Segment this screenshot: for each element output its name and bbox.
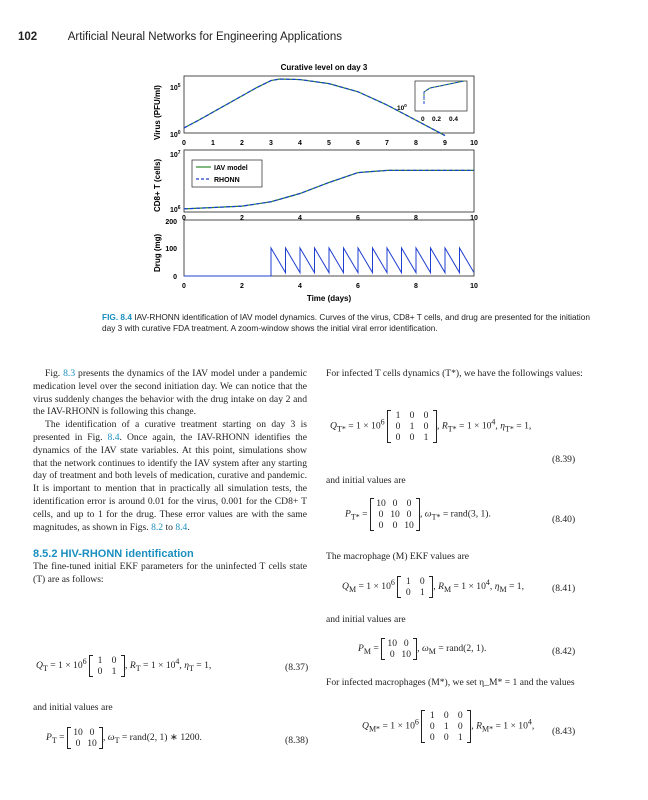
- cd8-ylabel: CD8+ T (cells): [153, 158, 162, 212]
- equation-8-41: $Q_M = 1 \times 10^6$ 1 0 0 1, $R_M = 1 \times 10^4$, $\eta_M = 1$,: [342, 576, 524, 598]
- text: Fig.: [45, 368, 64, 379]
- figure-link[interactable]: 8.2: [151, 521, 164, 533]
- x-tick-label: 10: [470, 140, 478, 147]
- equation-8-42: $P_M = 10$ 0 0 10, $\omega_M$ = rand(2, 1).: [358, 638, 487, 660]
- drug-ytick: 100: [165, 246, 177, 253]
- x-tick-label: 4: [298, 283, 302, 290]
- matrix: 1 0 0 1: [397, 576, 433, 598]
- x-tick-label: 7: [385, 140, 389, 147]
- drug-line: [184, 248, 474, 276]
- paragraph: The fine-tuned initial EKF parameters for the uninfected T cells state (T) are as follows:: [33, 561, 307, 585]
- equation-8-40: $P_{T*} = 10$ 0 0 0 10 0 0 0 10, $\omega_{T*}$ = rand(3, 1).: [345, 498, 491, 531]
- matrix: 1 0 0 0 1 0 0 0 1: [387, 410, 437, 443]
- x-tick-label: 4: [298, 140, 302, 147]
- caption-text: IAV-RHONN identification of IAV model dynamics. Curves of the virus, CD8+ T cells, and drug are presented for the initiation day 3 with curative FDA treatment. A zoom-window shows the initial viral error identification.: [102, 312, 590, 333]
- matrix: 1 0 0 1: [89, 655, 125, 677]
- text: to: [163, 521, 176, 533]
- virus-ytick-bottom: $10^0$: [170, 130, 181, 139]
- drug-xlabel: Time (days): [306, 294, 352, 303]
- caption-label: FIG. 8.4: [102, 312, 132, 322]
- equation-number: (8.38): [285, 735, 309, 746]
- equation-number: (8.37): [285, 662, 309, 673]
- x-tick-label: 6: [356, 215, 360, 222]
- matrix: 10 0 0 10: [381, 638, 417, 660]
- text: . Once again, the IAV-RHONN identifies the dynamics of the IAV state variables. At this point, simulations show that the network continues to identify the IAV system after any starting day of treatment and both levels of medication, curative and pandemic. It is important to mention that in practically all simulation tests, the identification error is around 0.01 for the virus, 0.001 for the CD8+ T cells, and up to 1 for the drug. These error values are with the same magnitudes, as shown in Figs.: [33, 431, 307, 533]
- paragraph: For infected macrophages (M*), we set η_M* = 1 and the values: [326, 677, 575, 688]
- x-tick-label: 8: [414, 215, 418, 222]
- figure-link[interactable]: 8.3: [63, 368, 76, 379]
- text: The identification of a curative treatment starting on day 3 is presented in Fig.: [33, 419, 307, 443]
- paragraph: [33, 368, 307, 419]
- paragraph: and initial values are: [326, 614, 406, 625]
- inset-xtick: 0.4: [449, 116, 459, 123]
- matrix: 10 0 0 0 10 0 0 0 10: [370, 498, 420, 531]
- text: presents the dynamics of the IAV model under a pandemic medication level over the second initiation day. We can notice that the virus suddenly changes the behavior with the drug intake on day 2 and the IAV-RHONN is following this change.: [33, 368, 307, 418]
- equation-number: (8.41): [552, 583, 576, 594]
- cd8-ytick-top: $10^7$: [170, 150, 181, 159]
- x-tick-label: 8: [414, 283, 418, 290]
- figure-caption: [102, 312, 602, 334]
- paragraph: For infected T cells dynamics (T*), we have the followings values:: [326, 368, 583, 379]
- x-tick-label: 2: [240, 283, 244, 290]
- equation-8-43: $Q_{M*} = 1 \times 10^6$ 1 0 0 0 1 0 0 0 1, $R_{M*} = 1 \times 10^4$,: [362, 710, 535, 743]
- inset-xtick: 0.2: [432, 116, 442, 123]
- x-tick-label: 10: [470, 283, 478, 290]
- x-tick-label: 9: [443, 140, 447, 147]
- figure-8-4: [0, 0, 648, 310]
- x-tick-label: 10: [470, 215, 478, 222]
- legend-iav-label: IAV model: [214, 165, 248, 172]
- drug-ytick: 0: [173, 274, 177, 281]
- x-tick-label: 5: [327, 140, 331, 147]
- text: .: [187, 521, 190, 533]
- x-tick-label: 0: [182, 283, 186, 290]
- equation-8-37: $Q_T = 1 \times 10^6$ 1 0 0 1, $R_T = 1 \times 10^4$, $\eta_T = 1$,: [36, 655, 212, 677]
- chart-title: Curative level on day 3: [280, 63, 368, 72]
- inset-xtick: 0: [421, 116, 425, 123]
- cd8-ytick-bottom: $10^6$: [170, 205, 181, 214]
- figure-link[interactable]: 8.4: [175, 521, 188, 533]
- inset-ytick: $10^0$: [397, 103, 407, 112]
- x-tick-label: 0: [182, 215, 186, 222]
- matrix: 10 0 0 10: [67, 727, 103, 749]
- figure-link[interactable]: 8.4: [107, 431, 120, 443]
- x-tick-label: 0: [182, 140, 186, 147]
- equation-8-39: $Q_{T*} = 1 \times 10^6$ 1 0 0 0 1 0 0 0 1, $R_{T*} = 1 \times 10^4$, $\eta_{T*} = 1$,: [330, 410, 532, 443]
- paragraph: and initial values are: [33, 702, 113, 713]
- x-tick-label: 6: [356, 283, 360, 290]
- x-tick-label: 8: [414, 140, 418, 147]
- paragraph: The macrophage (M) EKF values are: [326, 551, 470, 562]
- x-tick-label: 3: [269, 140, 273, 147]
- drug-xticks: [182, 283, 478, 290]
- x-tick-label: 4: [298, 215, 302, 222]
- drug-ylabel: Drug (mg): [153, 233, 162, 272]
- virus-ytick-top: $10^5$: [170, 83, 181, 92]
- paragraph: and initial values are: [326, 475, 406, 486]
- equation-number: (8.39): [552, 454, 576, 465]
- paragraph: [33, 419, 307, 534]
- left-column: [33, 368, 307, 587]
- drug-ytick: 200: [165, 219, 177, 226]
- equation-number: (8.40): [552, 514, 576, 525]
- book-title: Artificial Neural Networks for Engineering Applications: [67, 31, 342, 43]
- equation-8-38: $P_T = 10$ 0 0 10, $\omega_T$ = rand(2, 1) ∗ 1200.: [46, 727, 202, 749]
- virus-ylabel: Virus (PFU/ml): [153, 85, 162, 140]
- x-tick-label: 6: [356, 140, 360, 147]
- page-number: 102: [18, 31, 38, 43]
- virus-xticks: [182, 140, 478, 147]
- right-column: [326, 368, 588, 381]
- matrix: 1 0 0 0 1 0 0 0 1: [421, 710, 471, 743]
- x-tick-label: 2: [240, 140, 244, 147]
- legend-rhonn-label: RHONN: [214, 177, 240, 184]
- x-tick-label: 1: [211, 140, 215, 147]
- equation-number: (8.42): [552, 646, 576, 657]
- x-tick-label: 2: [240, 215, 244, 222]
- equation-number: (8.43): [552, 726, 576, 737]
- section-heading: 8.5.2 HIV-RHONN identification: [33, 548, 194, 561]
- cd8-xticks: [182, 215, 478, 222]
